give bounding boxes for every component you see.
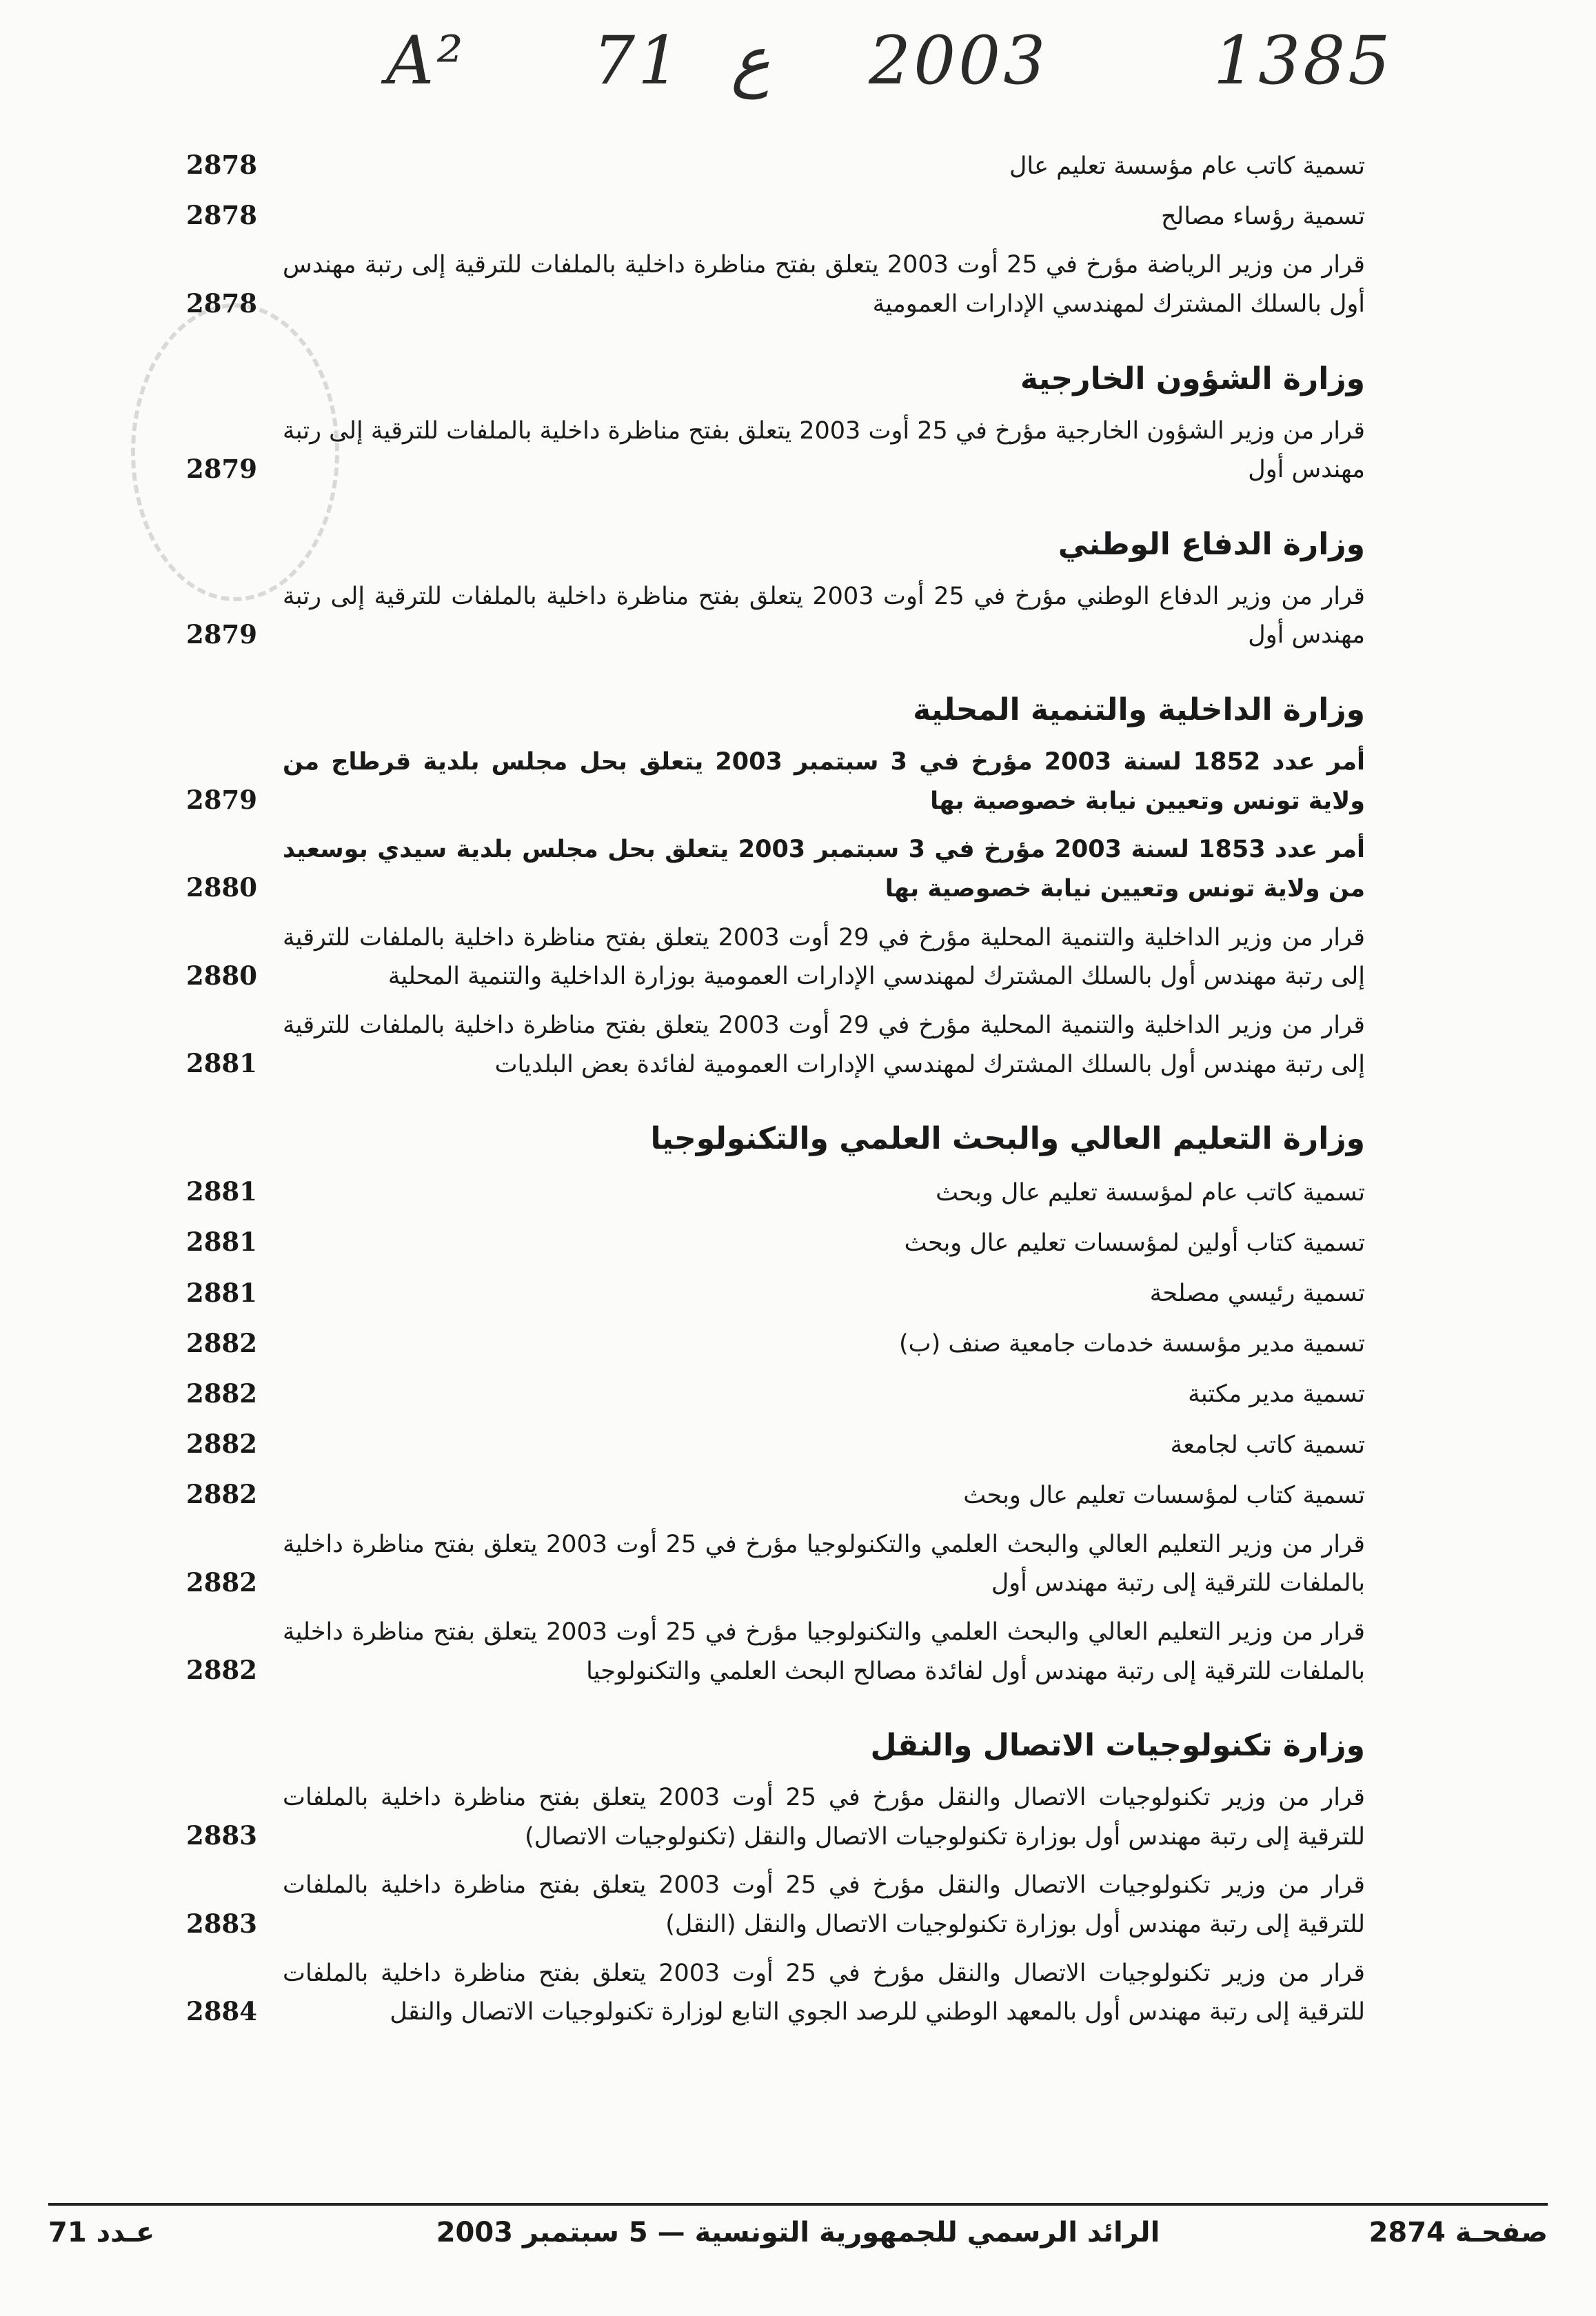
toc-entry-text: قرار من وزير الدفاع الوطني مؤرخ في 25 أوت 2003 يتعلق بفتح مناظرة داخلية بالملفات للترقية إلى رتبة مهندس أول bbox=[283, 582, 1366, 650]
toc-entry-text: تسمية مدير مكتبة bbox=[1188, 1380, 1365, 1409]
toc-entry bbox=[186, 1954, 1365, 2032]
handwritten-mark-a: A² bbox=[386, 22, 466, 99]
toc-entry-text: قرار من وزير التعليم العالي والبحث العلمي والتكنولوجيا مؤرخ في 25 أوت 2003 يتعلق بفتح مناظرة داخلية بالملفات للترقية إلى رتبة مهندس أول bbox=[283, 1530, 1365, 1598]
toc-page-number: 2884 bbox=[186, 1995, 257, 2026]
toc-entry-text: قرار من وزير الشؤون الخارجية مؤرخ في 25 أوت 2003 يتعلق بفتح مناظرة داخلية بالملفات للترقية إلى رتبة مهندس أول bbox=[283, 416, 1366, 484]
toc-entry-text: تسمية كاتب عام لمؤسسة تعليم عال وبحث bbox=[936, 1178, 1365, 1207]
toc-entry bbox=[186, 1525, 1365, 1603]
footer-rule bbox=[48, 2203, 1548, 2206]
toc-page-number: 2881 bbox=[186, 1277, 257, 1308]
toc-entry-text: قرار من وزير الرياضة مؤرخ في 25 أوت 2003 يتعلق بفتح مناظرة داخلية بالملفات للترقية إلى رتبة مهندس أول بالسلك المشترك لمهندسي الإدارات العمومية bbox=[283, 251, 1366, 319]
handwritten-annotation bbox=[386, 8, 1393, 99]
toc-entry bbox=[186, 412, 1365, 490]
toc-page-number: 2882 bbox=[186, 1378, 257, 1409]
footer-page-number: صفحـة 2874 bbox=[1368, 2217, 1548, 2248]
toc-entry-text: تسمية رؤساء مصالح bbox=[1160, 202, 1365, 230]
table-of-contents bbox=[186, 145, 1365, 2042]
toc-entry bbox=[186, 1373, 1365, 1414]
footer-journal-title: الرائد الرسمي للجمهورية التونسية — 5 سبتمبر 2003 bbox=[436, 2217, 1160, 2248]
ministry-heading: وزارة الشؤون الخارجية bbox=[1020, 361, 1365, 396]
toc-entry-text: قرار من وزير تكنولوجيات الاتصال والنقل مؤرخ في 25 أوت 2003 يتعلق بفتح مناظرة داخلية بالملفات للترقية إلى رتبة مهندس أول بوزارة تكنولوجيات الاتصال والنقل (تكنولوجيات الاتصال) bbox=[283, 1784, 1365, 1851]
toc-entry bbox=[186, 1273, 1365, 1313]
toc-entry bbox=[186, 1778, 1365, 1856]
toc-entry-text: تسمية كتاب أولين لمؤسسات تعليم عال وبحث bbox=[904, 1229, 1365, 1257]
toc-page-number: 2882 bbox=[186, 1479, 257, 1510]
toc-entry bbox=[186, 1866, 1365, 1944]
toc-entry-text: قرار من وزير الداخلية والتنمية المحلية مؤرخ في 29 أوت 2003 يتعلق بفتح مناظرة داخلية بالملفات للترقية إلى رتبة مهندس أول بالسلك المشترك لمهندسي الإدارات العمومية لفائدة بعض البلديات bbox=[283, 1011, 1366, 1078]
toc-page-number: 2880 bbox=[186, 960, 257, 991]
ministry-heading: وزارة الدفاع الوطني bbox=[1058, 526, 1365, 562]
toc-page-number: 2882 bbox=[186, 1567, 257, 1598]
toc-entry bbox=[186, 1613, 1365, 1691]
toc-entry bbox=[186, 918, 1365, 996]
toc-page-number: 2882 bbox=[186, 1327, 257, 1358]
toc-page-number: 2878 bbox=[186, 288, 257, 319]
toc-page-number: 2883 bbox=[186, 1820, 257, 1851]
toc-entry-text: قرار من وزير تكنولوجيات الاتصال والنقل مؤرخ في 25 أوت 2003 يتعلق بفتح مناظرة داخلية بالملفات للترقية إلى رتبة مهندس أول بوزارة تكنولوجيات الاتصال والنقل (النقل) bbox=[283, 1871, 1365, 1939]
toc-page-number: 2882 bbox=[186, 1429, 257, 1460]
handwritten-mark-c: ع bbox=[731, 22, 771, 99]
toc-entry bbox=[186, 1222, 1365, 1262]
toc-entry-text: تسمية رئيسي مصلحة bbox=[1149, 1280, 1365, 1308]
toc-page-number: 2883 bbox=[186, 1908, 257, 1939]
toc-entry bbox=[186, 1474, 1365, 1515]
toc-entry-text: أمر عدد 1853 لسنة 2003 مؤرخ في 3 سبتمبر 2003 يتعلق بحل مجلس بلدية سيدي بوسعيد من ولاية تونس وتعيين نيابة خصوصية بها bbox=[283, 836, 1366, 903]
toc-page-number: 2879 bbox=[186, 785, 257, 816]
ministry-heading: وزارة التعليم العالي والبحث العلمي والتكنولوجيا bbox=[650, 1121, 1365, 1157]
toc-entry-text: تسمية مدير مؤسسة خدمات جامعية صنف (ب) bbox=[899, 1330, 1365, 1358]
toc-entry-text: قرار من وزير الداخلية والتنمية المحلية مؤرخ في 29 أوت 2003 يتعلق بفتح مناظرة داخلية بالملفات للترقية إلى رتبة مهندس أول بالسلك المشترك لمهندسي الإدارات العمومية بوزارة الداخلية والتنمية المحلية bbox=[283, 923, 1366, 991]
toc-page-number: 2881 bbox=[186, 1227, 257, 1258]
footer-issue-number: عـدد 71 bbox=[48, 2217, 155, 2248]
toc-page-number: 2879 bbox=[186, 618, 257, 650]
toc-entry bbox=[186, 245, 1365, 323]
toc-page-number: 2882 bbox=[186, 1655, 257, 1686]
toc-entry bbox=[186, 1006, 1365, 1084]
toc-entry bbox=[186, 743, 1365, 820]
toc-page-number: 2880 bbox=[186, 872, 257, 903]
page-footer bbox=[48, 2217, 1548, 2258]
toc-entry bbox=[186, 1424, 1365, 1464]
toc-entry bbox=[186, 145, 1365, 185]
toc-entry-text: تسمية كاتب عام مؤسسة تعليم عال bbox=[1009, 152, 1365, 180]
toc-page-number: 2881 bbox=[186, 1048, 257, 1079]
toc-page-number: 2881 bbox=[186, 1176, 257, 1207]
toc-page-number: 2878 bbox=[186, 150, 257, 180]
handwritten-mark-b: 71 bbox=[593, 22, 683, 99]
toc-page-number: 2878 bbox=[186, 200, 257, 231]
handwritten-mark-d: 2003 bbox=[869, 22, 1049, 99]
toc-entry bbox=[186, 577, 1365, 655]
toc-entry bbox=[186, 1323, 1365, 1364]
ministry-heading: وزارة تكنولوجيات الاتصال والنقل bbox=[870, 1728, 1365, 1764]
toc-entry-text: قرار من وزير تكنولوجيات الاتصال والنقل مؤرخ في 25 أوت 2003 يتعلق بفتح مناظرة داخلية بالملفات للترقية إلى رتبة مهندس أول بالمعهد الوطني للرصد الجوي التابع لوزارة تكنولوجيات الاتصال والنقل bbox=[283, 1959, 1365, 2026]
toc-entry bbox=[186, 830, 1365, 908]
toc-entry-text: تسمية كاتب لجامعة bbox=[1170, 1431, 1365, 1459]
handwritten-mark-e: 1385 bbox=[1213, 22, 1393, 99]
toc-entry bbox=[186, 195, 1365, 236]
toc-page-number: 2879 bbox=[186, 453, 257, 484]
toc-entry-text: تسمية كتاب لمؤسسات تعليم عال وبحث bbox=[963, 1481, 1365, 1509]
toc-entry bbox=[186, 1171, 1365, 1212]
toc-entry-text: قرار من وزير التعليم العالي والبحث العلمي والتكنولوجيا مؤرخ في 25 أوت 2003 يتعلق بفتح مناظرة داخلية بالملفات للترقية إلى رتبة مهندس أول لفائدة مصالح البحث العلمي والتكنولوجيا bbox=[283, 1618, 1365, 1685]
ministry-heading: وزارة الداخلية والتنمية المحلية bbox=[913, 692, 1365, 728]
toc-entry-text: أمر عدد 1852 لسنة 2003 مؤرخ في 3 سبتمبر 2003 يتعلق بحل مجلس بلدية قرطاج من ولاية تونس وتعيين نيابة خصوصية بها bbox=[283, 747, 1366, 815]
